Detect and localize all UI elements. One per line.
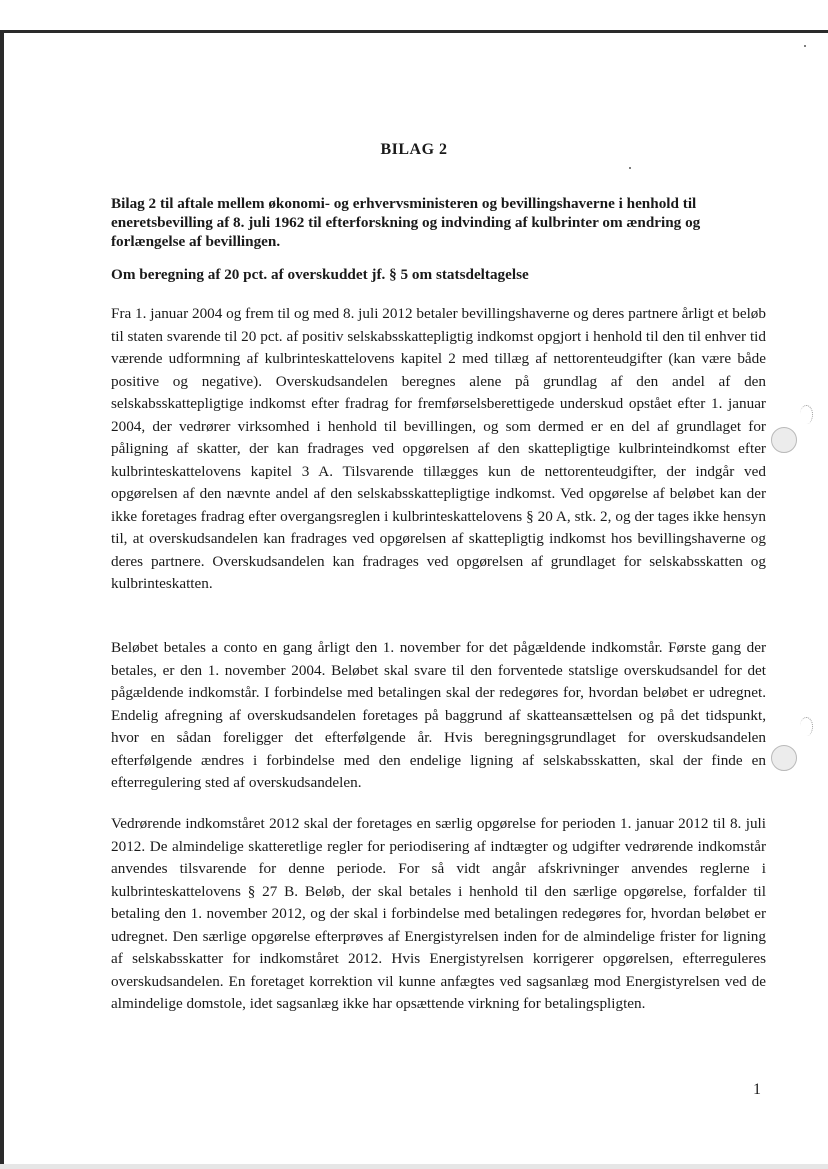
scan-edge-left [0, 30, 4, 1169]
scan-edge-top [0, 30, 828, 33]
scan-dot [804, 45, 806, 47]
intro-paragraph: Bilag 2 til aftale mellem økonomi- og erhvervsministeren og bevillingshaverne i henhold til eneretsbevilling af 8. juli 1962 til efterforskning og indvinding af kulbrinter om ændring og forlængelse af bevillingen. [111, 195, 701, 250]
document-title: BILAG 2 [380, 141, 448, 158]
scan-edge-bottom [0, 1164, 828, 1169]
section-heading: Om beregning af 20 pct. af overskuddet jf. § 5 om statsdeltagelse [111, 266, 529, 283]
page-number: 1 [753, 1081, 761, 1098]
body-paragraph-1: Fra 1. januar 2004 og frem til og med 8. juli 2012 betaler bevillingshaverne og deres partnere årligt et beløb til staten svarende til 20 pct. af positiv selskabsskattepligtig indkomst opgjort i henhold til den til enhver tid værende udformning af kulbrinteskattelovens kapitel 2 med tillæg af nettorenteudgifter (kan være både positive og negative). Overskudsandelen beregnes alene på grundlag af den andel af den selskabsskattepligtige indkomst efter fradrag for fremførselsberettigede underskud opstået efter 1. januar 2004, der vedrører virksomhed i henhold til bevillingen, og som dermed er en del af grundlaget for påligning af skatter, der kan fradrages ved opgørelsen af den skattepligtige kulbrinteindkomst efter kulbrinteskattelovens kapitel 3 A. Tilsvarende tillægges kun de nettorenteudgifter, der indgår ved opgørelsen af den nævnte andel af den selskabsskattepligtige indkomst. Ved opgørelse af beløbet kan der ikke foretages fradrag efter overgangsreglen i kulbrinteskattelovens § 20 A, stk. 2, og der tages ikke hensyn til, at overskudsandelen kan fradrages ved opgørelsen af skattepligtig indkomst hos bevillingshaverne og deres partnere. Overskudsandelen kan fradrages ved opgørelsen af grundlaget for selskabsskatten og kulbrinteskatten. [111, 305, 766, 592]
body-paragraph-3: Vedrørende indkomståret 2012 skal der foretages en særlig opgørelse for perioden 1. januar 2012 til 8. juli 2012. De almindelige skatteretlige regler for periodisering af indtægter og udgifter vedrørende indkomstår anvendes tilsvarende for denne periode. For så vidt angår afskrivninger anvendes reglerne i kulbrinteskattelovens § 27 B. Beløb, der skal betales i henhold til den særlige opgørelse, forfalder til betaling den 1. november 2012, og der skal i forbindelse med betalingen redegøres for, hvordan beløbet er udregnet. Den særlige opgørelse efterprøves af Energistyrelsen inden for de almindelige frister for ligning af selskabsskatter for indkomståret 2012. Hvis Energistyrelsen korrigerer opgørelsen, efterreguleres overskudsandelen. En foretaget korrektion vil kunne anfægtes ved sagsanlæg mod Energistyrelsen ved de almindelige domstole, idet sagsanlæg ikke har opsættende virkning for betalingspligten. [111, 815, 766, 1012]
scan-mark [800, 405, 813, 424]
punch-hole [771, 745, 797, 771]
scan-mark [800, 717, 813, 736]
scan-dot [629, 167, 631, 169]
body-paragraph-2: Beløbet betales a conto en gang årligt den 1. november for det pågældende indkomstår. Første gang der betales, er den 1. november 2004. Beløbet skal svare til den forventede statslige overskudsandel for det pågældende indkomstår. I forbindelse med betalingen skal der redegøres for, hvordan beløbet er udregnet. Endelig afregning af overskudsandelen foretages på baggrund af skatteansættelsen og på det tidspunkt, hvor en sådan foreligger det efterfølgende år. Hvis beregningsgrundlaget for overskudsandelen efterfølgende ændres i forbindelse med den endelige ligning af selskabsskatten, skal der finde en efterregulering sted af overskudsandelen. [111, 639, 766, 791]
punch-hole [771, 427, 797, 453]
